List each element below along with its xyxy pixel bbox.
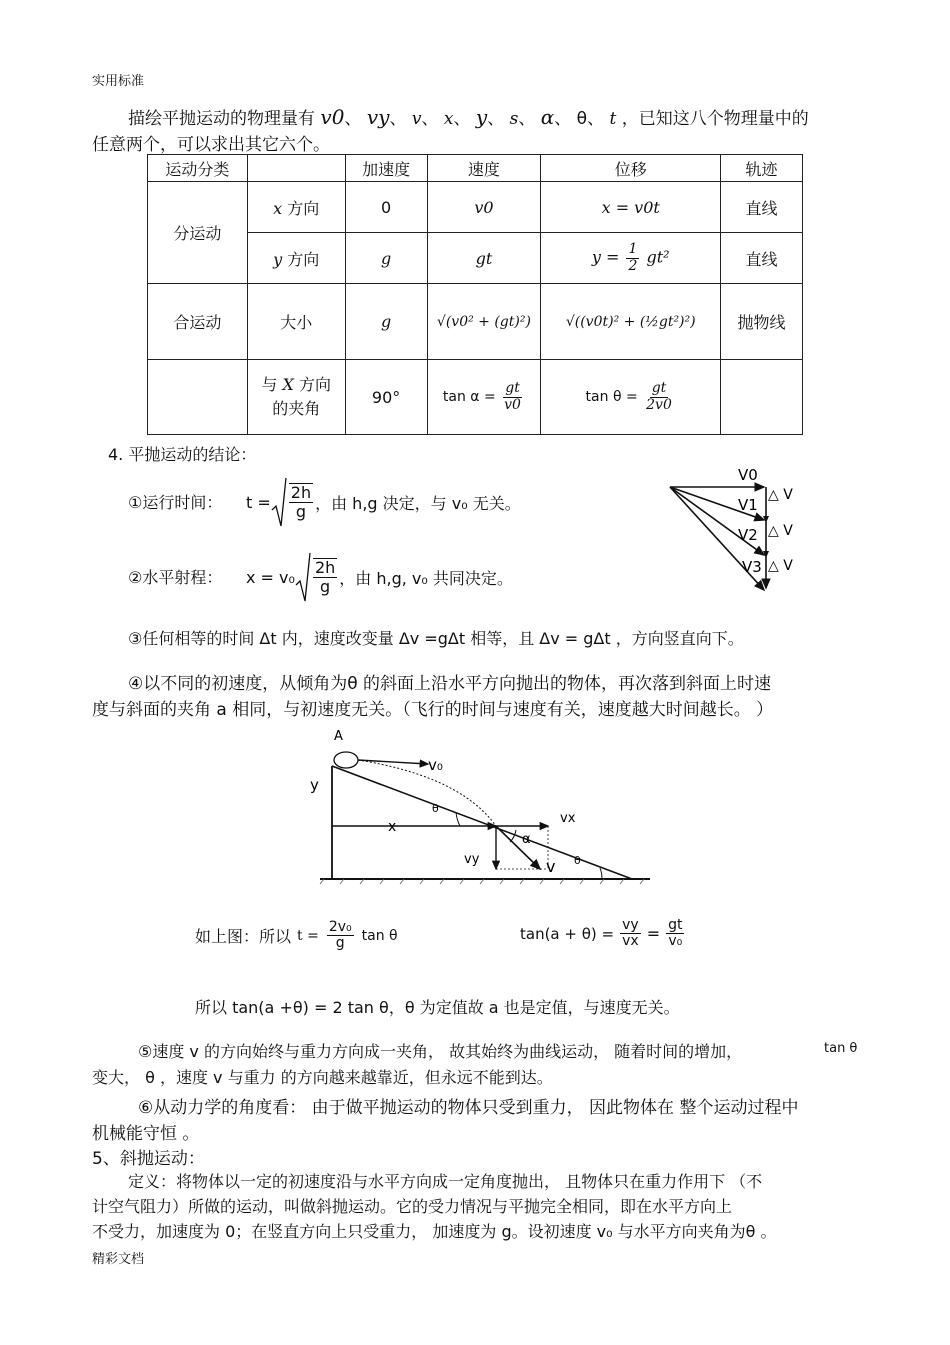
sep: 、: [344, 109, 362, 129]
y-trajectory: 直线: [721, 233, 803, 284]
header-displacement: 位移: [541, 155, 721, 182]
delta-v-label-2: △ V: [768, 523, 793, 539]
eq1-t: t =: [297, 927, 319, 944]
angle-label: [247, 360, 345, 435]
v0-label: V0: [738, 466, 758, 484]
sep: 、: [518, 109, 536, 129]
c1-pre: t =: [246, 492, 271, 512]
sep: 、: [389, 109, 407, 129]
label-theta-2: θ: [574, 854, 581, 867]
label-alpha: α: [522, 832, 531, 847]
v1-label: V1: [738, 496, 758, 514]
eq2-den1: vx: [622, 933, 639, 950]
equation-3: 所以 tan(a +θ) = 2 tan θ，θ 为定值故 a 也是定值，与速度无关。: [195, 998, 680, 1017]
delta-v-label-1: △ V: [768, 487, 793, 503]
header-blank: [247, 155, 345, 182]
section-5-line-2: 计空气阻力）所做的运动，叫做斜抛运动。它的受力情况与平抛完全相同，即在水平方向上: [92, 1197, 733, 1216]
angle-label-a: 与: [261, 375, 278, 394]
eq1-den: g: [335, 935, 345, 952]
half-fraction: [626, 242, 639, 274]
magnitude-acceleration: g: [345, 284, 427, 360]
incline-line: [332, 766, 632, 879]
sep: 、: [487, 109, 505, 129]
header-acceleration: 加速度: [345, 155, 427, 182]
conclusion-6-line-2: 机械能守恒 。: [92, 1124, 200, 1144]
angle-label-b: 方向: [299, 375, 332, 394]
symbol-vy: vy: [366, 105, 390, 129]
eq2-num2: gt: [668, 917, 683, 933]
half-den: 2: [628, 257, 638, 274]
y-disp-post: gt²: [646, 247, 670, 267]
y-displacement: [541, 233, 721, 284]
symbol-v0: v0: [320, 105, 345, 129]
c2-den: g: [320, 577, 331, 596]
x-displacement: x = v0t: [541, 182, 721, 233]
header-label: 实用标准: [92, 74, 145, 89]
conclusion-2-formula: [246, 551, 513, 603]
conclusion-5-tan: tan θ: [824, 1041, 858, 1056]
label-a: A: [334, 729, 343, 744]
section-5-heading: 5、斜抛运动：: [92, 1149, 205, 1169]
magnitude-displacement: √((v0t)² + (½gt²)²): [541, 284, 721, 360]
y-acceleration: g: [345, 233, 427, 284]
eq2-eq: =: [646, 924, 661, 944]
c2-num: 2h: [314, 558, 336, 578]
c2-fraction: [313, 558, 337, 595]
x-dir-text: 方向: [287, 198, 320, 218]
eq1-num: 2v₀: [328, 919, 352, 935]
angle-displacement: [541, 360, 721, 435]
motion-table: [147, 154, 803, 435]
tan-alpha-num: gt: [505, 380, 520, 397]
symbol-alpha: α: [540, 105, 555, 129]
y-symbol: y: [273, 249, 283, 269]
sqrt-icon: [295, 551, 311, 603]
y-direction-cell: [247, 233, 345, 284]
eq1-pre: 如上图：所以: [195, 927, 292, 947]
symbol-x: x: [443, 109, 454, 129]
delta-v-label-3: △ V: [768, 558, 793, 574]
symbol-theta: θ: [576, 109, 588, 129]
angle-velocity: [427, 360, 541, 435]
footer-label: 精彩文档: [92, 1252, 145, 1267]
sep: 、: [453, 109, 471, 129]
conclusion-3: ③任何相等的时间 Δt 内，速度改变量 Δv =gΔt 相等，且 Δv = gΔt ，方向竖直向下。: [128, 629, 744, 648]
angle-blank: [148, 360, 248, 435]
v-arrow: [496, 826, 540, 869]
symbol-v: v: [411, 109, 422, 129]
conclusion-2-label: ②水平射程：: [128, 568, 223, 587]
tan-alpha-den: v0: [504, 396, 521, 413]
equation-1: [195, 920, 398, 952]
angle-label-x: X: [282, 375, 294, 394]
x-symbol: x: [273, 198, 283, 218]
eq1-fraction: [327, 920, 354, 952]
section-5-line-1: 定义：将物体以一定的初速度沿与水平方向成一定角度抛出， 且物体只在重力作用下 （不: [128, 1172, 763, 1191]
combined-motion-label: 合运动: [148, 284, 248, 360]
c1-den: g: [295, 502, 306, 521]
conclusions-heading: 4. 平抛运动的结论：: [108, 445, 257, 464]
intro-tail: ，已知这八个物理量中的: [621, 109, 809, 129]
y-velocity: gt: [427, 233, 541, 284]
label-vy: vy: [464, 852, 480, 867]
x-velocity: v0: [427, 182, 541, 233]
angle-label-c: 的夹角: [272, 399, 321, 418]
label-v0: v₀: [428, 756, 443, 774]
header-velocity: 速度: [427, 155, 541, 182]
y-dir-text: 方向: [287, 249, 320, 269]
magnitude-label: 大小: [247, 284, 345, 360]
c1-num: 2h: [290, 483, 312, 503]
magnitude-velocity: √(v0² + (gt)²): [427, 284, 541, 360]
slope-projectile-diagram: [310, 726, 655, 891]
label-vx: vx: [560, 811, 576, 826]
eq2-fraction-1: [620, 918, 641, 950]
trajectory-curve: [358, 760, 496, 826]
conclusion-6-line-1: ⑥从动力学的角度看： 由于做平抛运动的物体只受到重力， 因此物体在 整个运动过程中: [138, 1098, 799, 1118]
angle-trajectory: [721, 360, 803, 435]
sep: 、: [421, 109, 439, 129]
conclusion-4-line-1: ④以不同的初速度，从倾角为θ 的斜面上沿水平方向抛出的物体，再次落到斜面上时速: [128, 674, 772, 694]
eq2-fraction-2: [666, 918, 684, 950]
sep: 、: [587, 109, 605, 129]
sub-motion-label: 分运动: [148, 182, 248, 284]
equation-2: [520, 918, 686, 950]
eq1-post: tan θ: [361, 927, 398, 944]
tan-theta-num: gt: [651, 380, 667, 397]
label-y: y: [310, 776, 319, 794]
intro-lead: 描绘平抛运动的物理量有: [128, 109, 315, 129]
x-direction-cell: [247, 182, 345, 233]
c2-text: ，由 h,g, v₀ 共同决定。: [339, 568, 513, 588]
symbol-s: s: [509, 109, 519, 129]
v0-arrow: [358, 760, 428, 764]
c2-pre: x = v₀: [246, 567, 295, 587]
conclusion-1-label: ①运行时间：: [128, 493, 223, 512]
eq2-num1: vy: [622, 917, 639, 933]
ball: [334, 752, 358, 768]
intro-line-1: [128, 104, 809, 129]
tan-alpha-fraction: [502, 381, 523, 413]
tan-alpha-pre: tan α =: [442, 389, 496, 405]
conclusion-5-line-2: 变大， θ ，速度 v 与重力 的方向越来越靠近，但永远不能到达。: [92, 1068, 553, 1087]
intro-line-2: 任意两个，可以求出其它六个。: [92, 135, 330, 155]
conclusion-5-line-1: ⑤速度 v 的方向始终与重力方向成一夹角， 故其始终为曲线运动， 随着时间的增加，: [138, 1042, 743, 1061]
symbol-t: t: [609, 109, 617, 129]
section-5-line-3: 不受力，加速度为 0；在竖直方向上只受重力， 加速度为 g。设初速度 v₀ 与水平方向夹角为θ 。: [92, 1222, 777, 1241]
v3-label: V3: [742, 558, 762, 576]
conclusion-4-line-2: 度与斜面的夹角 a 相同，与初速度无关。（飞行的时间与速度有关，速度越大时间越长。 ）: [92, 700, 774, 720]
label-x: x: [388, 819, 397, 835]
x-trajectory: 直线: [721, 182, 803, 233]
eq2-pre: tan(a + θ) =: [520, 924, 615, 943]
magnitude-trajectory: 抛物线: [721, 284, 803, 360]
conclusion-1-formula: [246, 476, 521, 528]
y-disp-pre: y =: [591, 247, 620, 267]
header-trajectory: 轨迹: [721, 155, 803, 182]
velocity-vector-diagram: [660, 460, 810, 600]
sqrt-icon: [271, 476, 287, 528]
theta-arc-2: [600, 868, 602, 879]
c1-text: ，由 h,g 决定，与 v₀ 无关。: [315, 493, 521, 513]
tan-theta-pre: tan θ =: [585, 389, 638, 405]
tan-theta-fraction: [644, 381, 674, 413]
v2-label: V2: [738, 526, 758, 544]
c1-fraction: [289, 483, 313, 520]
label-v: v: [546, 857, 556, 876]
half-num: 1: [628, 241, 638, 258]
x-acceleration: 0: [345, 182, 427, 233]
symbol-y: y: [475, 105, 488, 129]
angle-acceleration: 90°: [345, 360, 427, 435]
tan-theta-den: 2v0: [646, 396, 672, 413]
label-theta-1: θ: [432, 802, 439, 815]
eq2-den2: v₀: [668, 933, 683, 950]
header-category: 运动分类: [148, 155, 248, 182]
sep: 、: [554, 109, 572, 129]
